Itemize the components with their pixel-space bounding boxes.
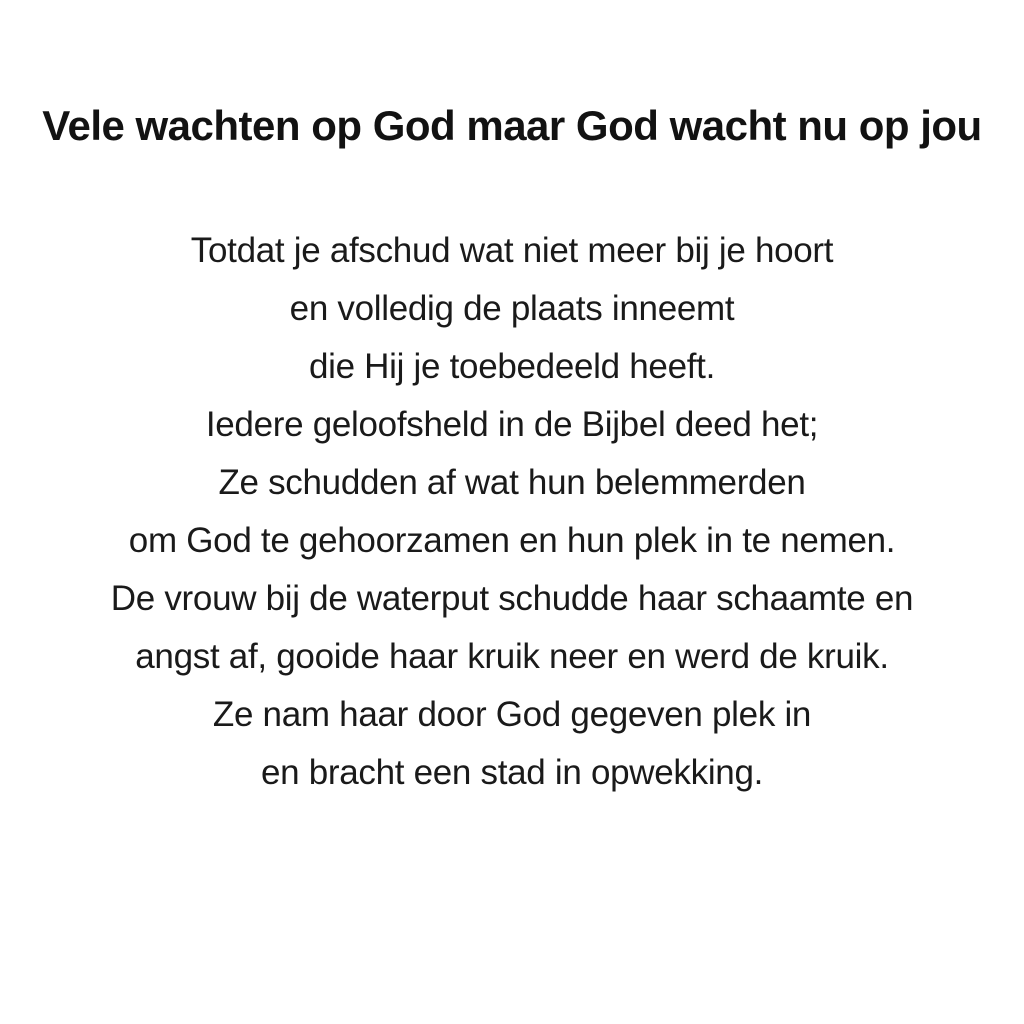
poem-line: Ze nam haar door God gegeven plek in bbox=[212, 695, 812, 735]
poem-line: angst af, gooide haar kruik neer en werd de kruik. bbox=[135, 637, 889, 677]
poem-line: en volledig de plaats inneemt bbox=[289, 289, 735, 329]
poster-title: Vele wachten op God maar God wacht nu op jou bbox=[42, 102, 982, 149]
poem-line: Ze schudden af wat hun belemmerden bbox=[218, 463, 806, 503]
poem-line: Totdat je afschud wat niet meer bij je hoort bbox=[190, 231, 834, 271]
poem-body bbox=[0, 222, 1024, 802]
poem-line: De vrouw bij de waterput schudde haar schaamte en bbox=[110, 579, 914, 619]
poem-line: en bracht een stad in opwekking. bbox=[260, 753, 764, 793]
poem-line: om God te gehoorzamen en hun plek in te nemen. bbox=[128, 521, 896, 561]
poem-line: Iedere geloofsheld in de Bijbel deed het; bbox=[205, 405, 819, 445]
poem-line: die Hij je toebedeeld heeft. bbox=[308, 347, 716, 387]
